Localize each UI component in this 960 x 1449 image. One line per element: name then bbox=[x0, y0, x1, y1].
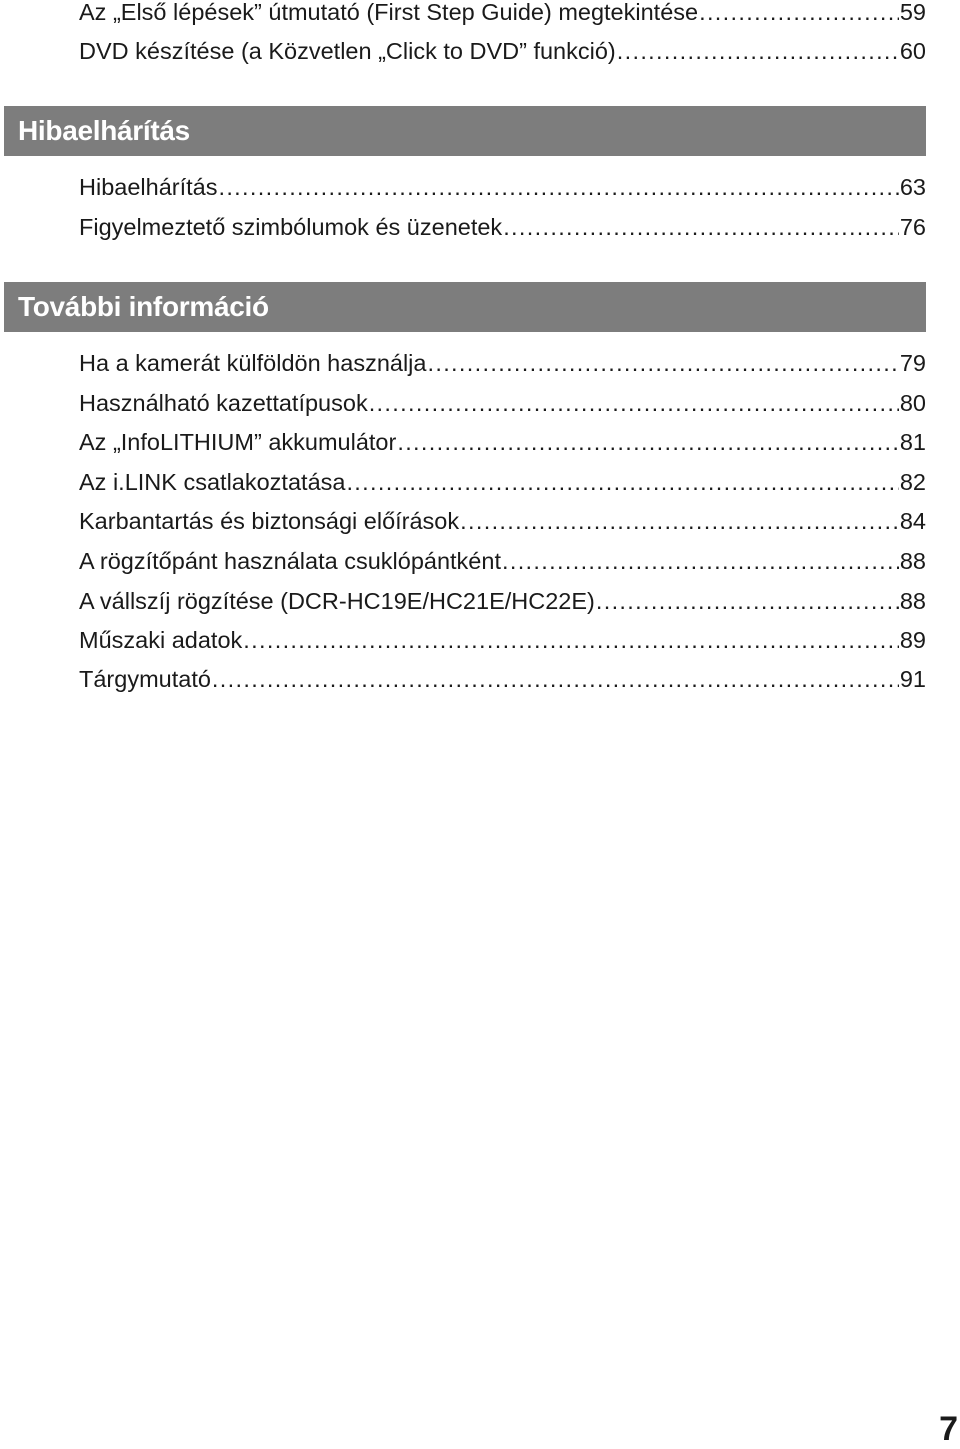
toc-entry-title: A vállszíj rögzítése (DCR-HC19E/HC21E/HC22E) bbox=[79, 588, 595, 614]
toc-leader-dots bbox=[346, 465, 898, 499]
toc-leader-dots bbox=[212, 662, 899, 696]
toc-entry-page: 88 bbox=[899, 548, 926, 574]
toc-entry-page: 76 bbox=[899, 214, 926, 240]
toc-entry[interactable] bbox=[79, 584, 926, 618]
toc-entry-title: Hibaelhárítás bbox=[79, 174, 218, 200]
page-number: 7 bbox=[939, 1410, 958, 1448]
toc-entry-page: 79 bbox=[899, 350, 926, 376]
toc-entry-page: 63 bbox=[899, 174, 926, 200]
section-heading-troubleshooting: Hibaelhárítás bbox=[4, 106, 926, 156]
toc-entry-title: Használható kazettatípusok bbox=[79, 390, 368, 416]
toc-entry-page: 84 bbox=[899, 508, 926, 534]
toc-entry-title: DVD készítése (a Közvetlen „Click to DVD” funkció) bbox=[79, 38, 616, 64]
section-heading-additional-info: További információ bbox=[4, 282, 926, 332]
toc-leader-dots bbox=[243, 623, 899, 657]
toc-entry-title: Az i.LINK csatlakoztatása bbox=[79, 469, 346, 495]
toc-entry-title: Az „InfoLITHIUM” akkumulátor bbox=[79, 429, 397, 455]
toc-leader-dots bbox=[502, 544, 899, 578]
toc-entry[interactable] bbox=[79, 346, 926, 380]
toc-leader-dots bbox=[617, 34, 899, 68]
toc-entry[interactable] bbox=[79, 425, 926, 459]
toc-entry-title: Figyelmeztető szimbólumok és üzenetek bbox=[79, 214, 503, 240]
toc-entry-page: 89 bbox=[899, 627, 926, 653]
toc-entry-title: Az „Első lépések” útmutató (First Step Guide) megtekintése bbox=[79, 0, 699, 25]
toc-entry-title: Ha a kamerát külföldön használja bbox=[79, 350, 427, 376]
toc-entry[interactable] bbox=[79, 386, 926, 420]
toc-entry-title: Karbantartás és biztonsági előírások bbox=[79, 508, 460, 534]
toc-leader-dots bbox=[596, 584, 899, 618]
toc-entry-page: 60 bbox=[899, 38, 926, 64]
toc-entry-page: 59 bbox=[899, 0, 926, 25]
toc-entry-page: 80 bbox=[899, 390, 926, 416]
toc-entry-page: 88 bbox=[899, 588, 926, 614]
toc-entry[interactable] bbox=[79, 170, 926, 204]
toc-leader-dots bbox=[427, 346, 898, 380]
toc-entry-title: Műszaki adatok bbox=[79, 627, 243, 653]
toc-leader-dots bbox=[218, 170, 898, 204]
toc-entry[interactable] bbox=[79, 210, 926, 244]
toc-entry-title: A rögzítőpánt használata csuklópántként bbox=[79, 548, 501, 574]
toc-entry[interactable] bbox=[79, 504, 926, 538]
toc-entry-page: 91 bbox=[899, 666, 926, 692]
toc-entry[interactable] bbox=[79, 0, 926, 29]
toc-entry[interactable] bbox=[79, 465, 926, 499]
toc-leader-dots bbox=[369, 386, 899, 420]
toc-entry[interactable] bbox=[79, 662, 926, 696]
toc-entry-page: 81 bbox=[899, 429, 926, 455]
toc-entry[interactable] bbox=[79, 544, 926, 578]
toc-leader-dots bbox=[503, 210, 899, 244]
toc-entry-title: Tárgymutató bbox=[79, 666, 211, 692]
toc-entry[interactable] bbox=[79, 34, 926, 68]
toc-leader-dots bbox=[699, 0, 899, 29]
toc-leader-dots bbox=[460, 504, 899, 538]
toc-leader-dots bbox=[397, 425, 899, 459]
toc-entry-page: 82 bbox=[899, 469, 926, 495]
toc-entry[interactable] bbox=[79, 623, 926, 657]
